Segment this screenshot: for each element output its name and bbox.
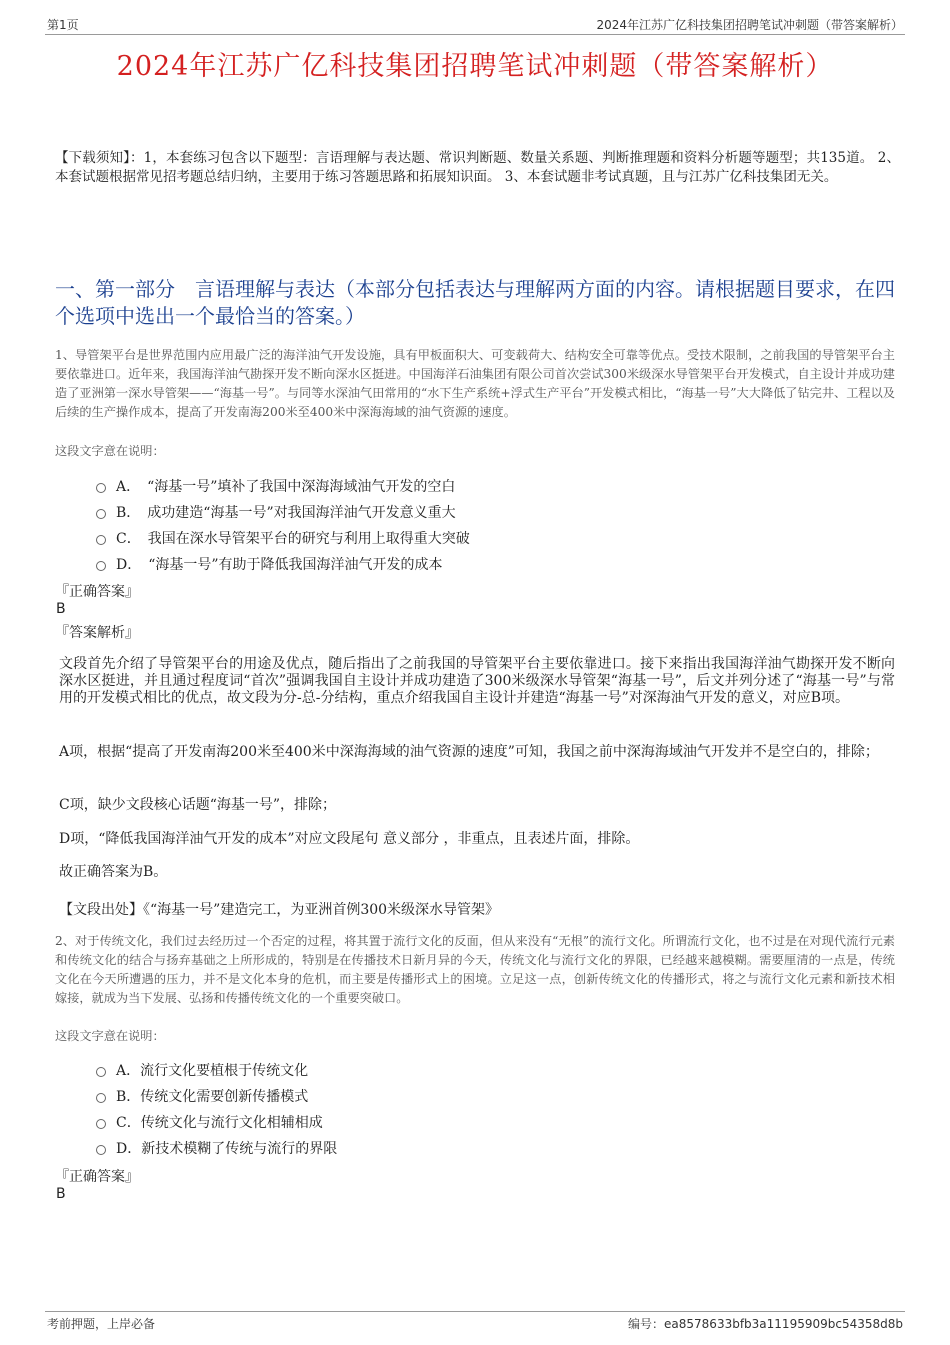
radio-button-icon[interactable] [96, 561, 106, 571]
question-1-prompt: 这段文字意在说明： [55, 444, 165, 458]
analysis-paragraph: 文段首先介绍了导管架平台的用途及优点，随后指出了之前我国的导管架平台主要依靠进口。接下来指出我国海洋油气勘探开发不断向深水区挺进，并且通过程度词“首次”强调我国自主设计并成功建造了300米级深水导管架“海基一号”，后文并列分述了“海基一号”与常用的开发模式相比的优点，故文段为分-总-分结构，重点介绍我国自主设计并建造“海基一号”对深海油气开发的意义，对应B项。 [59, 656, 895, 706]
analysis-paragraph: A项，根据“提高了开发南海200米至400米中深海海域的油气资源的速度”可知，我国之前中深海海域油气开发并不是空白的，排除； [59, 744, 879, 760]
question-2-prompt: 这段文字意在说明： [55, 1029, 165, 1043]
analysis-label: 『答案解析』 [55, 625, 139, 641]
document-id: 编号：ea8578633bfb3a11195909bc54358d8b [628, 1317, 903, 1331]
radio-button-icon[interactable] [96, 483, 106, 493]
footer-slogan: 考前押题，上岸必备 [47, 1317, 156, 1331]
section-heading: 一、第一部分 言语理解与表达（本部分包括表达与理解两方面的内容。请根据题目要求，在四个选项中选出一个最恰当的答案。） [55, 277, 895, 328]
question-2-options [96, 1057, 876, 1161]
answer-label: 『正确答案』 [55, 1169, 139, 1185]
page-header [45, 14, 905, 35]
document-title: 2024年江苏广亿科技集团招聘笔试冲刺题（带答案解析） [116, 51, 834, 82]
option-c[interactable]: C．传统文化与流行文化相辅相成 [96, 1109, 876, 1135]
download-notice: 【下载须知】：1，本套练习包含以下题型：言语理解与表达题、常识判断题、数量关系题、判断推理题和资料分析题等题型；共135道。 2、本套试题根据常见招考题总结归纳，主要用于练习答题思路和拓展知识面。 3、本套试题非考试真题，且与江苏广亿科技集团无关。 [55, 150, 900, 185]
header-doc-title: 2024年江苏广亿科技集团招聘笔试冲刺题（带答案解析） [596, 18, 903, 32]
answer-value: B [56, 601, 66, 617]
answer-label: 『正确答案』 [55, 584, 139, 600]
option-a[interactable]: A． “海基一号”填补了我国中深海海域油气开发的空白 [96, 473, 876, 499]
question-1-options [96, 473, 876, 577]
radio-button-icon[interactable] [96, 1119, 106, 1129]
option-c[interactable]: C． 我国在深水导管架平台的研究与利用上取得重大突破 [96, 525, 876, 551]
radio-button-icon[interactable] [96, 1093, 106, 1103]
radio-button-icon[interactable] [96, 1067, 106, 1077]
option-b[interactable]: B． 成功建造“海基一号”对我国海洋油气开发意义重大 [96, 499, 876, 525]
analysis-paragraph: 故正确答案为B。 [59, 864, 168, 880]
analysis-paragraph: D项，“降低我国海洋油气开发的成本”对应文段尾句 意义部分 ，非重点，且表述片面，排除。 [59, 831, 640, 847]
analysis-paragraph: C项，缺少文段核心话题“海基一号”，排除； [59, 797, 337, 813]
source-citation: 【文段出处】《“海基一号”建造完工，为亚洲首例300米级深水导管架》 [59, 902, 500, 918]
option-d[interactable]: D．新技术模糊了传统与流行的界限 [96, 1135, 876, 1161]
radio-button-icon[interactable] [96, 535, 106, 545]
option-b[interactable]: B．传统文化需要创新传播模式 [96, 1083, 876, 1109]
answer-value: B [56, 1186, 66, 1202]
radio-button-icon[interactable] [96, 509, 106, 519]
option-d[interactable]: D． “海基一号”有助于降低我国海洋油气开发的成本 [96, 551, 876, 577]
radio-button-icon[interactable] [96, 1145, 106, 1155]
page-footer [45, 1311, 905, 1332]
page-number: 第1页 [47, 18, 79, 32]
option-a[interactable]: A．流行文化要植根于传统文化 [96, 1057, 876, 1083]
question-1-text: 1、导管架平台是世界范围内应用最广泛的海洋油气开发设施，具有甲板面积大、可变载荷大、结构安全可靠等优点。受技术限制，之前我国的导管架平台主要依靠进口。近年来，我国海洋油气勘探开发不断向深水区挺进。中国海洋石油集团有限公司首次尝试300米级深水导管架平台开发模式，自主设计并成功建造了亚洲第一深水导管架——“海基一号”。与同等水深油气田常用的“水下生产系统+浮式生产平台”开发模式相比，“海基一号”大大降低了钻完井、工程以及后续的生产操作成本，提高了开发南海200米至400米中深海海域的油气资源的速度。 [55, 348, 895, 419]
question-2-text: 2、对于传统文化，我们过去经历过一个否定的过程，将其置于流行文化的反面，但从来没有“无根”的流行文化。所谓流行文化，也不过是在对现代流行元素和传统文化的结合与扬弃基础之上所形成的，特别是在传播技术日新月异的今天，传统文化与流行文化的界限，已经越来越模糊。需要厘清的一点是，传统文化在今天所遭遇的压力，并不是文化本身的危机，而主要是传播形式上的困境。立足这一点，创新传统文化的传播形式，将之与流行文化元素和新技术相嫁接，就成为当下发展、弘扬和传播传统文化的一个重要突破口。 [55, 934, 895, 1005]
